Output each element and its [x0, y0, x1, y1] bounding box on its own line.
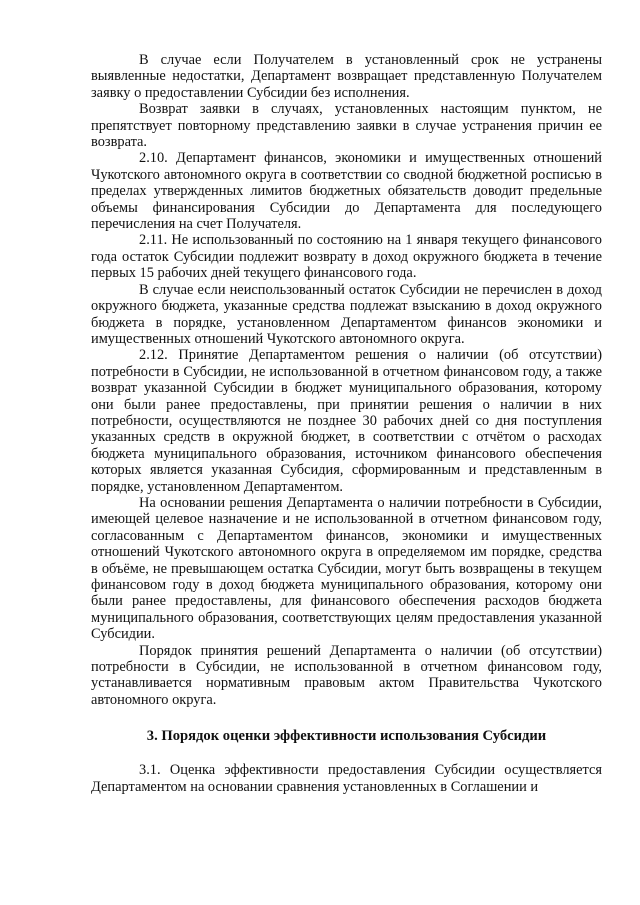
paragraph-decision-basis: На основании решения Департамента о наличии потребности в Субсидии, имеющей целевое назначение и не использованной в отчетном финансовом году, согласованным с Департаментом финансов, экономики и имущественных отношений Чукотского автономного округа в определяемом им порядке, средства в объёме, не превышающем остатка Субсидии, могут быть возвращены в текущем финансовом году в доход бюджета муниципального образования, которому они были ранее предоставлены, для финансового обеспечения расходов бюджета муниципального образования, соответствующих целям предоставления указанной Субсидии.: [91, 494, 602, 643]
paragraph-return-without-execution: В случае если Получателем в установленный срок не устранены выявленные недостатки, Департамент возвращает представленную Получателем заявку о предоставлении Субсидии без исполнения.: [91, 52, 602, 101]
paragraph-3-1: 3.1. Оценка эффективности предоставления Субсидии осуществляется Департаментом на основании сравнения установленных в Соглашении и: [91, 762, 602, 795]
paragraph-2-10: 2.10. Департамент финансов, экономики и имущественных отношений Чукотского автономного округа в соответствии со сводной бюджетной росписью в пределах утвержденных лимитов бюджетных обязательств доводит предельные объемы финансирования Субсидии до Департамента для последующего перечисления на счет Получателя.: [91, 150, 602, 233]
paragraph-unspent-balance: В случае если неиспользованный остаток Субсидии не перечислен в доход окружного бюджета, указанные средства подлежат взысканию в доход окружного бюджета в порядке, установленном Департаментом финансов экономики и имущественных отношений Чукотского автономного округа.: [91, 281, 602, 347]
document-page: [91, 52, 602, 795]
section-heading: 3. Порядок оценки эффективности использования Субсидии: [146, 728, 547, 745]
paragraph-decision-procedure: Порядок принятия решений Департамента о наличии (об отсутствии) потребности в Субсидии, не использованной в отчетном финансовом году, устанавливается нормативным правовым актом Правительства Чукотского автономного округа.: [91, 642, 602, 708]
paragraph-2-12: 2.12. Принятие Департаментом решения о наличии (об отсутствии) потребности в Субсидии, не использованной в отчетном финансовом году, а также возврат указанной Субсидии в бюджет муниципального образования, которому они были ранее предоставлены, при принятии решения о наличии в них потребности, осуществляются не позднее 30 рабочих дней со дня поступления указанных средств в окружной бюджет, в соответствии с отчётом о расходах бюджета муниципального образования, источником финансового обеспечения которых является указанная Субсидия, сформированным и представленным в порядке, установленном Департаментом.: [91, 347, 602, 495]
paragraph-resubmission: Возврат заявки в случаях, установленных настоящим пунктом, не препятствует повторному представлению заявки в случае устранения причин ее возврата.: [91, 101, 602, 151]
paragraph-2-11: 2.11. Не использованный по состоянию на 1 января текущего финансового года остаток Субсидии подлежит возврату в доход окружного бюджета в течение первых 15 рабочих дней текущего финансового года.: [91, 232, 602, 282]
